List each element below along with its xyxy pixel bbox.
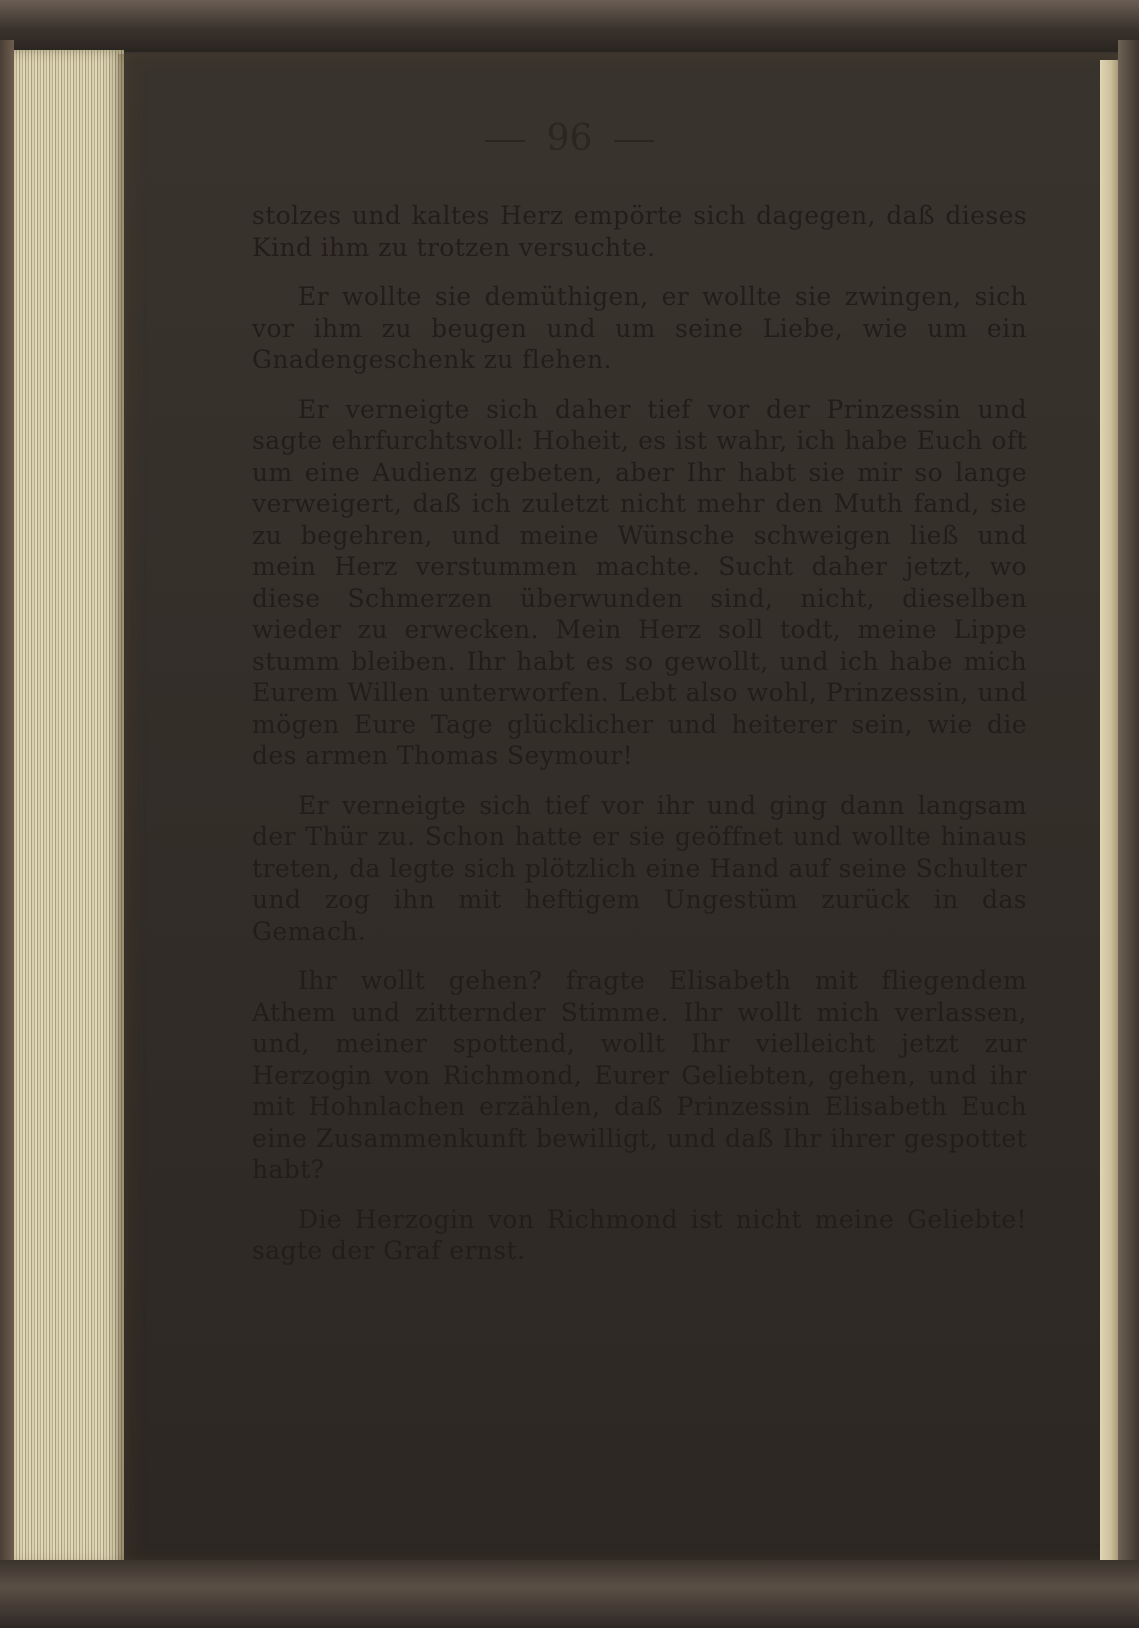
page-stack-edges	[14, 50, 124, 1565]
right-dash	[614, 140, 654, 142]
page-right-edge	[1100, 60, 1118, 1560]
page-number: 96	[546, 118, 593, 159]
paragraph: Er verneigte sich tief vor ihr und ging dann langsam der Thür zu. Schon hatte er sie geöffnet und wollte hinaus treten, da legte sich plötzlich eine Hand auf seine Schulter und zog ihn mit heftigem Ungestüm zurück in das Gemach.	[252, 790, 1027, 946]
paragraph: stolzes und kaltes Herz empörte sich dagegen, daß dieses Kind ihm zu trotzen versuchte.	[252, 201, 1027, 262]
book-cover-right-edge	[1118, 40, 1139, 1580]
paragraph: Er wollte sie demüthigen, er wollte sie zwingen, sich vor ihm zu beugen und um seine Liebe, wie um ein Gnadengeschenk zu flehen.	[252, 282, 1027, 374]
book-cover-top-edge	[0, 0, 1139, 52]
book-cover-bottom-edge	[0, 1560, 1139, 1628]
paragraph: Ihr wollt gehen? fragte Elisabeth mit fliegendem Athem und zitternder Stimme. Ihr wollt mich verlassen, und, meiner spottend, wollt Ihr vielleicht jetzt zur Herzogin von Richmond, Eurer Geliebten, gehen, und ihr mit Hohnlachen erzählen, daß Prinzessin Elisabeth Euch eine Zusammenkunft bewilligt, und daß Ihr ihrer gespottet habt?	[252, 966, 1027, 1184]
page-number-header	[0, 118, 1139, 159]
body-text	[252, 200, 1027, 1285]
book-cover-left-edge	[0, 40, 14, 1580]
paragraph: Die Herzogin von Richmond ist nicht meine Geliebte! sagte der Graf ernst.	[252, 1204, 1027, 1265]
paragraph: Er verneigte sich daher tief vor der Prinzessin und sagte ehrfurchtsvoll: Hoheit, es ist wahr, ich habe Euch oft um eine Audienz gebeten, aber Ihr habt sie mir so lange verweigert, daß ich zuletzt nicht mehr den Muth fand, sie zu begehren, und meine Wünsche schweigen ließ und mein Herz verstummen machte. Sucht daher jetzt, wo diese Schmerzen überwunden sind, nicht, dieselben wieder zu erwecken. Mein Herz soll todt, meine Lippe stumm bleiben. Ihr habt es so gewollt, und ich habe mich Eurem Willen unterworfen. Lebt also wohl, Prinzessin, und mögen Eure Tage glücklicher und heiterer sein, wie die des armen Thomas Seymour!	[252, 394, 1027, 770]
left-dash	[485, 140, 525, 142]
